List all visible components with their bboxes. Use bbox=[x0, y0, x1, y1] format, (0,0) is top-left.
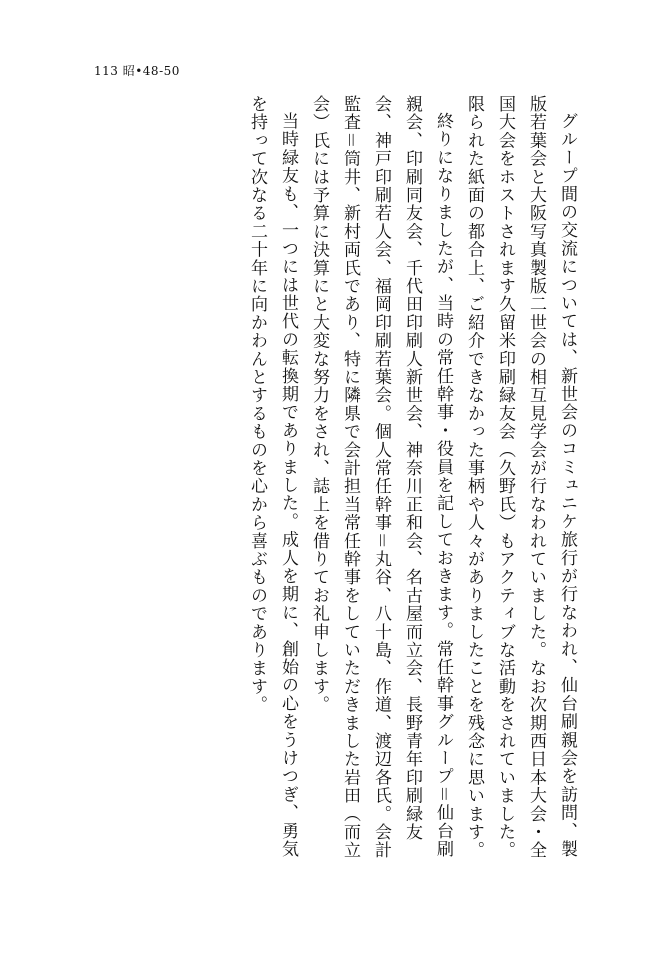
vertical-body-text bbox=[62, 95, 582, 875]
paragraph-officers: 終りになりましたが、当時の常任幹事・役員を記しておきます。常任幹事グループ＝仙台刷親会、印刷同友会、千代田印刷人新世会、神奈川正和会、名古屋而立会、長野青年印刷緑友会、神戸印刷若人会、福岡印刷若葉会。個人常任幹事＝丸谷、八十島、作道、渡辺各氏。会計監査＝筒井、新村両氏であり、特に隣県で会計担当常任幹事をしていただきました岩田（而立会）氏には予算に決算にと大変な努力をされ、誌上を借りてお礼申します。 bbox=[309, 95, 453, 860]
paragraph-group-exchange: グループ間の交流については、新世会のコミュニケ旅行が行なわれ、仙台刷親会を訪問、製版若葉会と大阪写真製版二世会の相互見学会が行なわれていました。なお次期西日本大会・全国大会をホストされます久留米印刷緑友会（久野氏）もアクティブな活動をされていました。限られた紙面の都合上、ご紹介できなかった事柄や人々がありましたことを残念に思います。 bbox=[464, 95, 577, 860]
page-header: 113 昭•48-50 bbox=[94, 64, 180, 78]
paragraph-closing: 当時緑友も、一つには世代の転換期でありました。成人を期に、創始の心をうけつぎ、勇気を持って次なる二十年に向かわんとするものを心から喜ぶものであります。 bbox=[247, 95, 298, 859]
